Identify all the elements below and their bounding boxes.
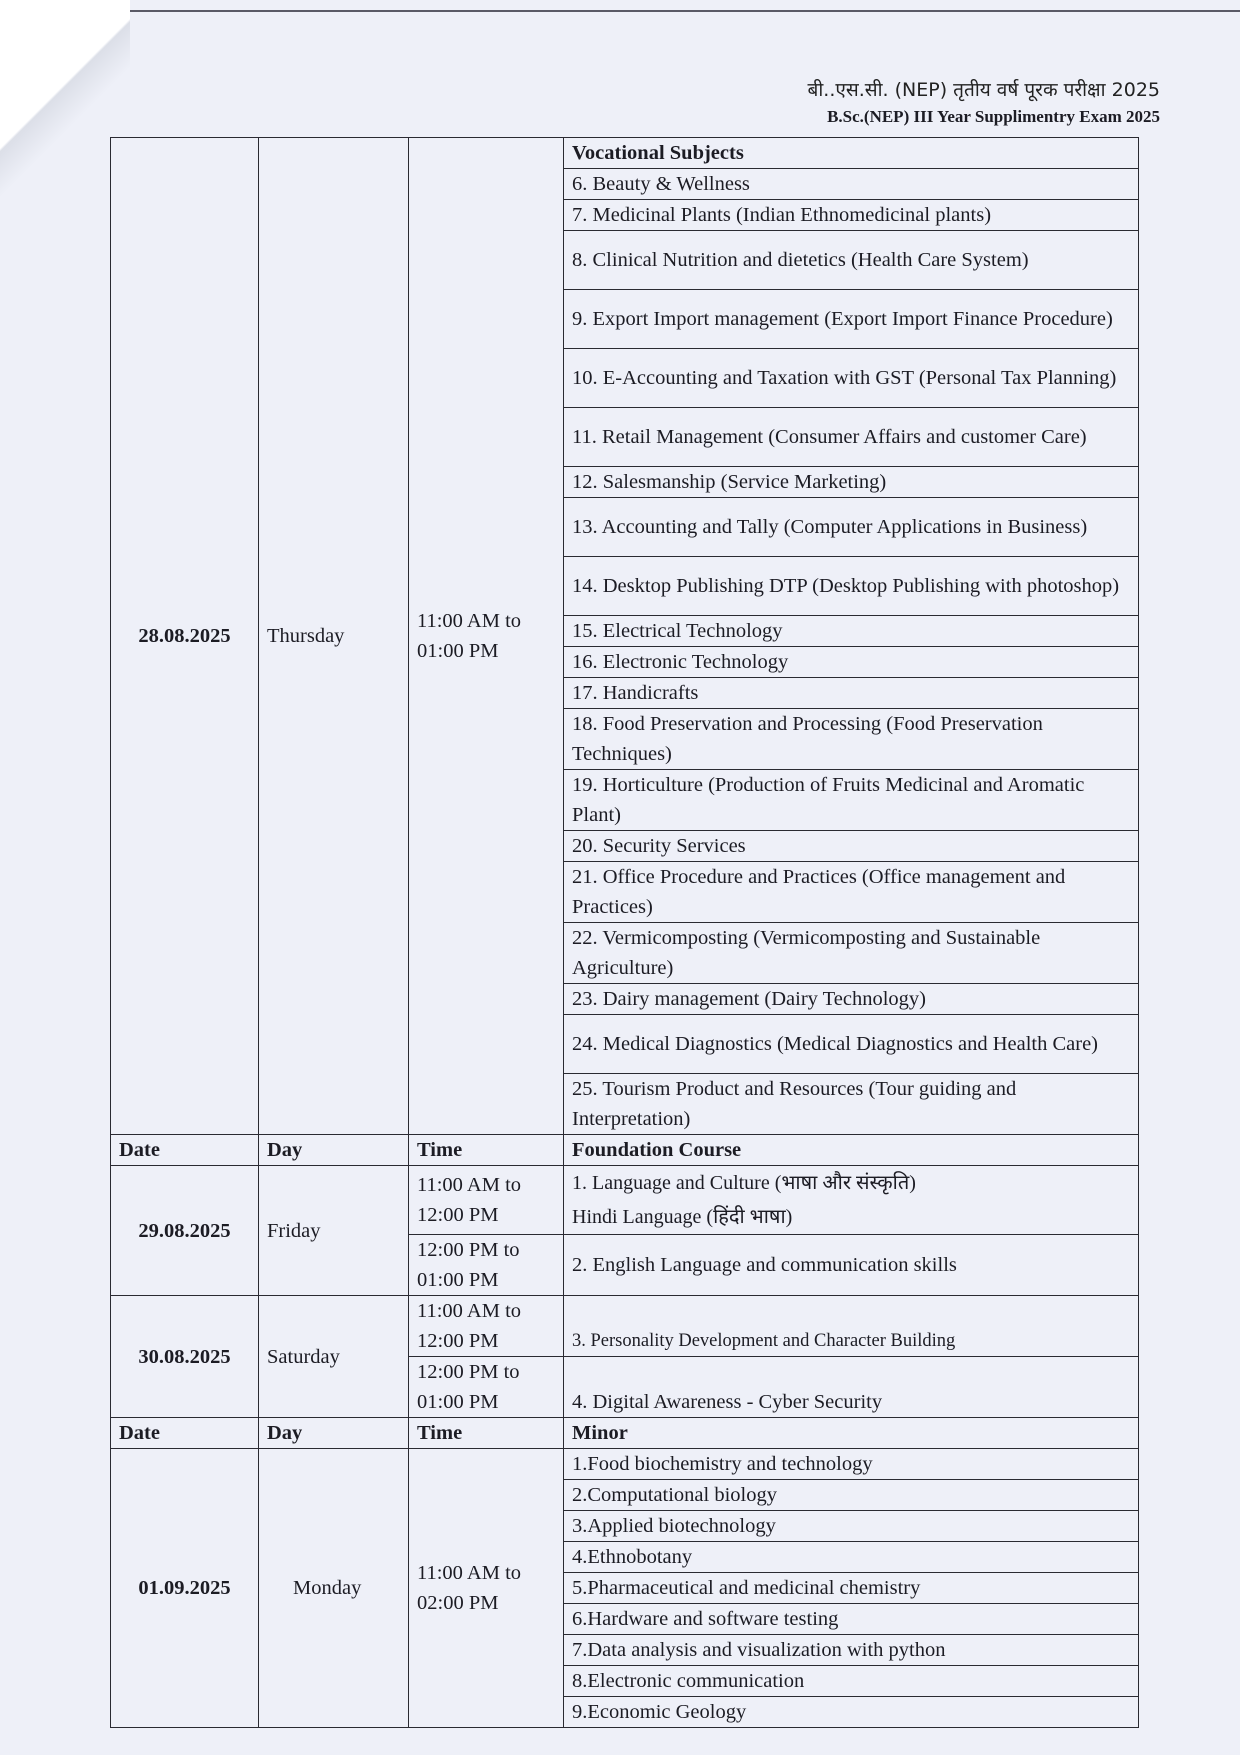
vocational-subject: 24. Medical Diagnostics (Medical Diagnostics and Health Care) <box>564 1015 1139 1074</box>
vocational-subject: 22. Vermicomposting (Vermicomposting and Sustainable Agriculture) <box>564 923 1139 984</box>
vocational-time: 11:00 AM to 01:00 PM <box>409 138 564 1135</box>
minor-col-date: Date <box>111 1418 259 1449</box>
vocational-heading: Vocational Subjects <box>564 138 1139 169</box>
minor-subject: 8.Electronic communication <box>564 1666 1139 1697</box>
page-top-edge <box>130 10 1240 12</box>
vocational-subject: 25. Tourism Product and Resources (Tour guiding and Interpretation) <box>564 1074 1139 1135</box>
vocational-subject: 20. Security Services <box>564 831 1139 862</box>
foundation-day1-slot2-subject: 2. English Language and communication skills <box>564 1235 1139 1296</box>
vocational-subject: 12. Salesmanship (Service Marketing) <box>564 467 1139 498</box>
foundation-day2-slot2-time: 12:00 PM to 01:00 PM <box>409 1357 564 1418</box>
minor-day: Monday <box>259 1449 409 1728</box>
foundation-day2-day: Saturday <box>259 1296 409 1418</box>
minor-col-time: Time <box>409 1418 564 1449</box>
vocational-date: 28.08.2025 <box>111 138 259 1135</box>
vocational-subject: 7. Medicinal Plants (Indian Ethnomedicinal plants) <box>564 200 1139 231</box>
foundation-day2-date: 30.08.2025 <box>111 1296 259 1418</box>
foundation-day2-slot1-time: 11:00 AM to 12:00 PM <box>409 1296 564 1357</box>
minor-time: 11:00 AM to 02:00 PM <box>409 1449 564 1728</box>
vocational-subject: 21. Office Procedure and Practices (Office management and Practices) <box>564 862 1139 923</box>
minor-subject: 5.Pharmaceutical and medicinal chemistry <box>564 1573 1139 1604</box>
minor-subject: 6.Hardware and software testing <box>564 1604 1139 1635</box>
minor-col-day: Day <box>259 1418 409 1449</box>
foundation-col-date: Date <box>111 1135 259 1166</box>
minor-heading: Minor <box>564 1418 1139 1449</box>
vocational-subject: 14. Desktop Publishing DTP (Desktop Publishing with photoshop) <box>564 557 1139 616</box>
vocational-subject: 9. Export Import management (Export Import Finance Procedure) <box>564 290 1139 349</box>
vocational-day: Thursday <box>259 138 409 1135</box>
foundation-day1-subject-a: 1. Language and Culture (भाषा और संस्कृति) <box>572 1172 916 1194</box>
minor-subject: 2.Computational biology <box>564 1480 1139 1511</box>
vocational-subject: 8. Clinical Nutrition and dietetics (Health Care System) <box>564 231 1139 290</box>
vocational-subject: 15. Electrical Technology <box>564 616 1139 647</box>
hindi-title: बी..एस.सी. (NEP) तृतीय वर्ष पूरक परीक्षा 2025 <box>807 79 1160 101</box>
minor-date: 01.09.2025 <box>111 1449 259 1728</box>
minor-subject: 3.Applied biotechnology <box>564 1511 1139 1542</box>
minor-subject: 1.Food biochemistry and technology <box>564 1449 1139 1480</box>
vocational-subject: 17. Handicrafts <box>564 678 1139 709</box>
foundation-day1-slot1-time: 11:00 AM to 12:00 PM <box>409 1166 564 1235</box>
minor-subject: 4.Ethnobotany <box>564 1542 1139 1573</box>
foundation-col-day: Day <box>259 1135 409 1166</box>
english-title: B.Sc.(NEP) III Year Supplimentry Exam 2025 <box>827 107 1160 126</box>
vocational-subject: 16. Electronic Technology <box>564 647 1139 678</box>
vocational-subject: 10. E-Accounting and Taxation with GST (Personal Tax Planning) <box>564 349 1139 408</box>
minor-subject: 7.Data analysis and visualization with python <box>564 1635 1139 1666</box>
vocational-subject: 19. Horticulture (Production of Fruits Medicinal and Aromatic Plant) <box>564 770 1139 831</box>
vocational-subject: 11. Retail Management (Consumer Affairs and customer Care) <box>564 408 1139 467</box>
vocational-subject: 6. Beauty & Wellness <box>564 169 1139 200</box>
foundation-day2-slot2-subject: 4. Digital Awareness - Cyber Security <box>564 1357 1139 1418</box>
foundation-day1-subject-b: Hindi Language (हिंदी भाषा) <box>572 1206 793 1228</box>
foundation-col-time: Time <box>409 1135 564 1166</box>
foundation-day2-slot1-subject: 3. Personality Development and Character Building <box>564 1296 1139 1357</box>
foundation-day1-date: 29.08.2025 <box>111 1166 259 1296</box>
foundation-day1-slot2-time: 12:00 PM to 01:00 PM <box>409 1235 564 1296</box>
document-header <box>808 78 1160 130</box>
vocational-subject: 18. Food Preservation and Processing (Food Preservation Techniques) <box>564 709 1139 770</box>
minor-subject: 9.Economic Geology <box>564 1697 1139 1728</box>
vocational-subject: 23. Dairy management (Dairy Technology) <box>564 984 1139 1015</box>
foundation-day1-day: Friday <box>259 1166 409 1296</box>
foundation-heading: Foundation Course <box>564 1135 1139 1166</box>
vocational-subject: 13. Accounting and Tally (Computer Applications in Business) <box>564 498 1139 557</box>
exam-schedule-table <box>110 137 1139 1728</box>
